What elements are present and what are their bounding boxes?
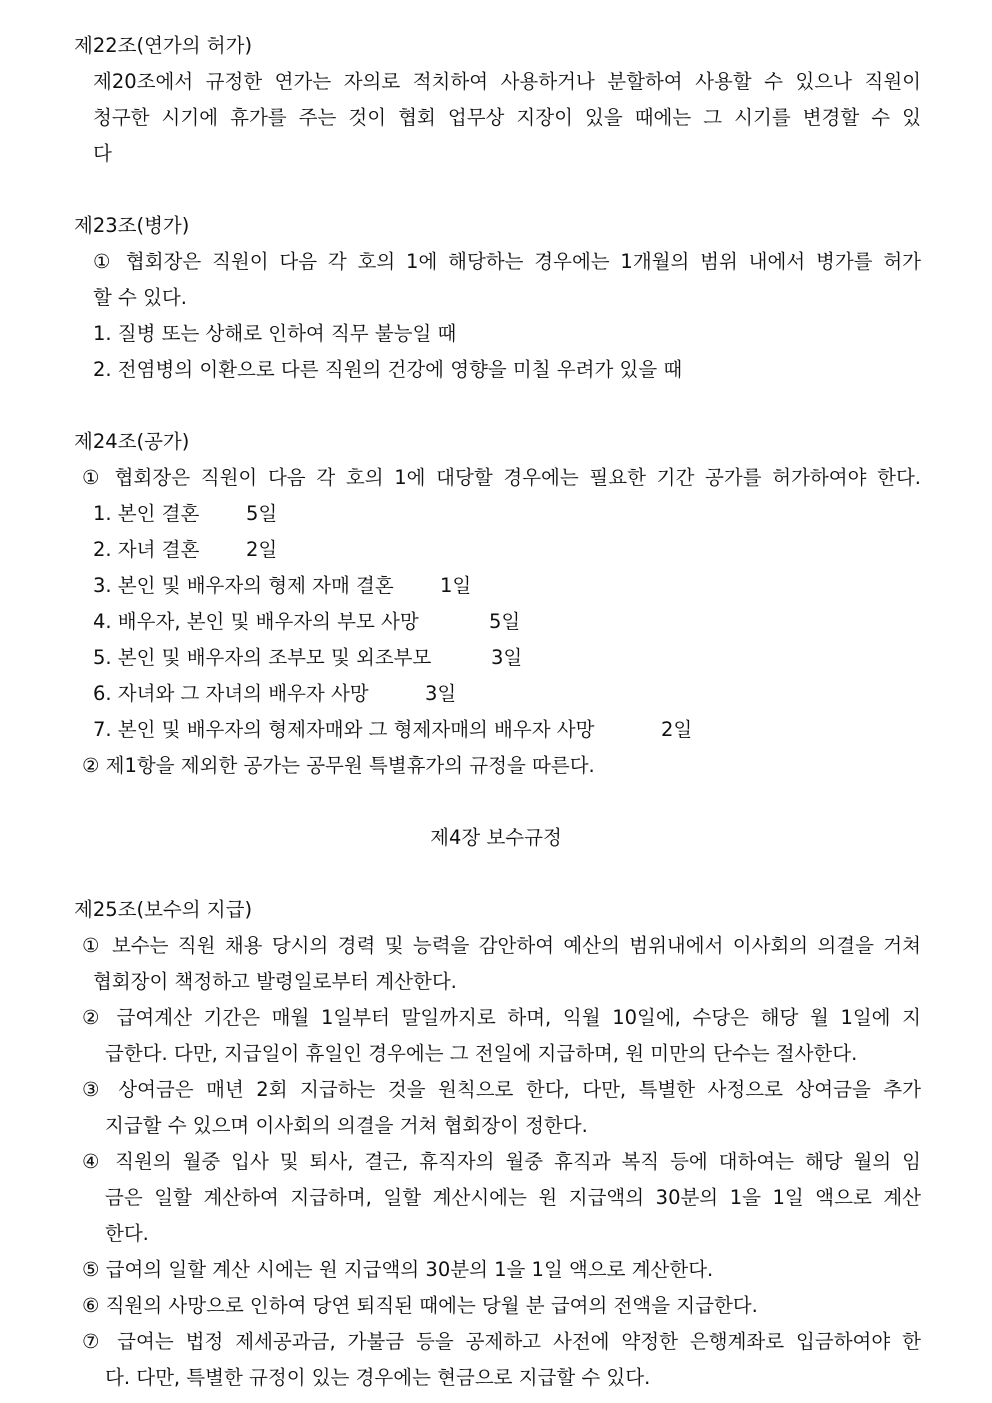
article-24-item-6-label: 6. 자녀와 그 자녀의 배우자 사망	[93, 682, 369, 705]
article-25-para-6: ⑥ 직원의 사망으로 인하여 당연 퇴직된 때에는 당월 분 급여의 전액을 지급한다.	[82, 1294, 758, 1317]
article-25-para-1-line-2: 협회장이 책정하고 발령일로부터 계산한다.	[93, 970, 457, 993]
article-24-item-7-label: 7. 본인 및 배우자의 형제자매와 그 형제자매의 배우자 사망	[93, 718, 595, 741]
article-22-line-2: 청구한 시기에 휴가를 주는 것이 협회 업무상 지장이 있을 때에는 그 시기를 변경할 수 있	[93, 106, 921, 129]
article-24-item-4-label: 4. 배우자, 본인 및 배우자의 부모 사망	[93, 610, 419, 633]
article-22-title: 제22조(연가의 허가)	[74, 34, 253, 57]
article-24-item-2-days: 2일	[246, 538, 278, 561]
article-25-para-5: ⑤ 급여의 일할 계산 시에는 원 지급액의 30분의 1을 1일 액으로 계산한다.	[82, 1258, 714, 1281]
article-24-title: 제24조(공가)	[74, 430, 190, 453]
article-24-item-1-days: 5일	[246, 502, 278, 525]
article-24-item-1-label: 1. 본인 결혼	[93, 502, 200, 525]
article-22-line-3: 다	[93, 142, 112, 165]
article-25-para-4-line-3: 한다.	[105, 1222, 149, 1245]
article-24-item-2-label: 2. 자녀 결혼	[93, 538, 200, 561]
article-23-title: 제23조(병가)	[74, 214, 190, 237]
article-25-para-3-line-2: 지급할 수 있으며 이사회의 의결을 거쳐 협회장이 정한다.	[105, 1114, 588, 1137]
article-24-item-3-label: 3. 본인 및 배우자의 형제 자매 결혼	[93, 574, 394, 597]
article-22-line-1: 제20조에서 규정한 연가는 자의로 적치하여 사용하거나 분할하여 사용할 수 있으나 직원이	[93, 70, 921, 93]
article-24-item-3-days: 1일	[440, 574, 472, 597]
article-25-para-7-line-1: ⑦ 급여는 법정 제세공과금, 가불금 등을 공제하고 사전에 약정한 은행계좌로 입금하여야 한	[82, 1330, 921, 1353]
article-23-para-1-line-1: ① 협회장은 직원이 다음 각 호의 1에 해당하는 경우에는 1개월의 범위 내에서 병가를 허가	[93, 250, 921, 273]
article-25-para-2-line-1: ② 급여계산 기간은 매월 1일부터 말일까지로 하며, 익월 10일에, 수당은 해당 월 1일에 지	[82, 1006, 921, 1029]
article-24-item-6-days: 3일	[425, 682, 457, 705]
article-24-para-1: ① 협회장은 직원이 다음 각 호의 1에 대당할 경우에는 필요한 기간 공가를 허가하여야 한다.	[82, 466, 921, 489]
article-25-para-4-line-2: 금은 일할 계산하여 지급하며, 일할 계산시에는 원 지급액의 30분의 1을 1일 액으로 계산	[105, 1186, 921, 1209]
article-24-item-5-days: 3일	[491, 646, 523, 669]
article-23-para-1-line-2: 할 수 있다.	[93, 286, 187, 309]
article-25-para-7-line-2: 다. 다만, 특별한 규정이 있는 경우에는 현금으로 지급할 수 있다.	[105, 1366, 651, 1389]
article-24-item-5-label: 5. 본인 및 배우자의 조부모 및 외조부모	[93, 646, 432, 669]
article-25-title: 제25조(보수의 지급)	[74, 898, 253, 921]
article-25-para-1-line-1: ① 보수는 직원 채용 당시의 경력 및 능력을 감안하여 예산의 범위내에서 이사회의 의결을 거쳐	[82, 934, 921, 957]
article-25-para-3-line-1: ③ 상여금은 매년 2회 지급하는 것을 원칙으로 한다, 다만, 특별한 사정으로 상여금을 추가	[82, 1078, 921, 1101]
article-23-item-2: 2. 전염병의 이환으로 다른 직원의 건강에 영향을 미칠 우려가 있을 때	[93, 358, 683, 381]
article-23-item-1: 1. 질병 또는 상해로 인하여 직무 불능일 때	[93, 322, 457, 345]
chapter-4-heading: 제4장 보수규정	[430, 826, 562, 849]
article-25-para-4-line-1: ④ 직원의 월중 입사 및 퇴사, 결근, 휴직자의 월중 휴직과 복직 등에 대하여는 해당 월의 임	[82, 1150, 921, 1173]
article-25-para-2-line-2: 급한다. 다만, 지급일이 휴일인 경우에는 그 전일에 지급하며, 원 미만의 단수는 절사한다.	[105, 1042, 858, 1065]
article-24-para-2: ② 제1항을 제외한 공가는 공무원 특별휴가의 규정을 따른다.	[82, 754, 595, 777]
article-24-item-4-days: 5일	[489, 610, 521, 633]
article-24-item-7-days: 2일	[661, 718, 693, 741]
